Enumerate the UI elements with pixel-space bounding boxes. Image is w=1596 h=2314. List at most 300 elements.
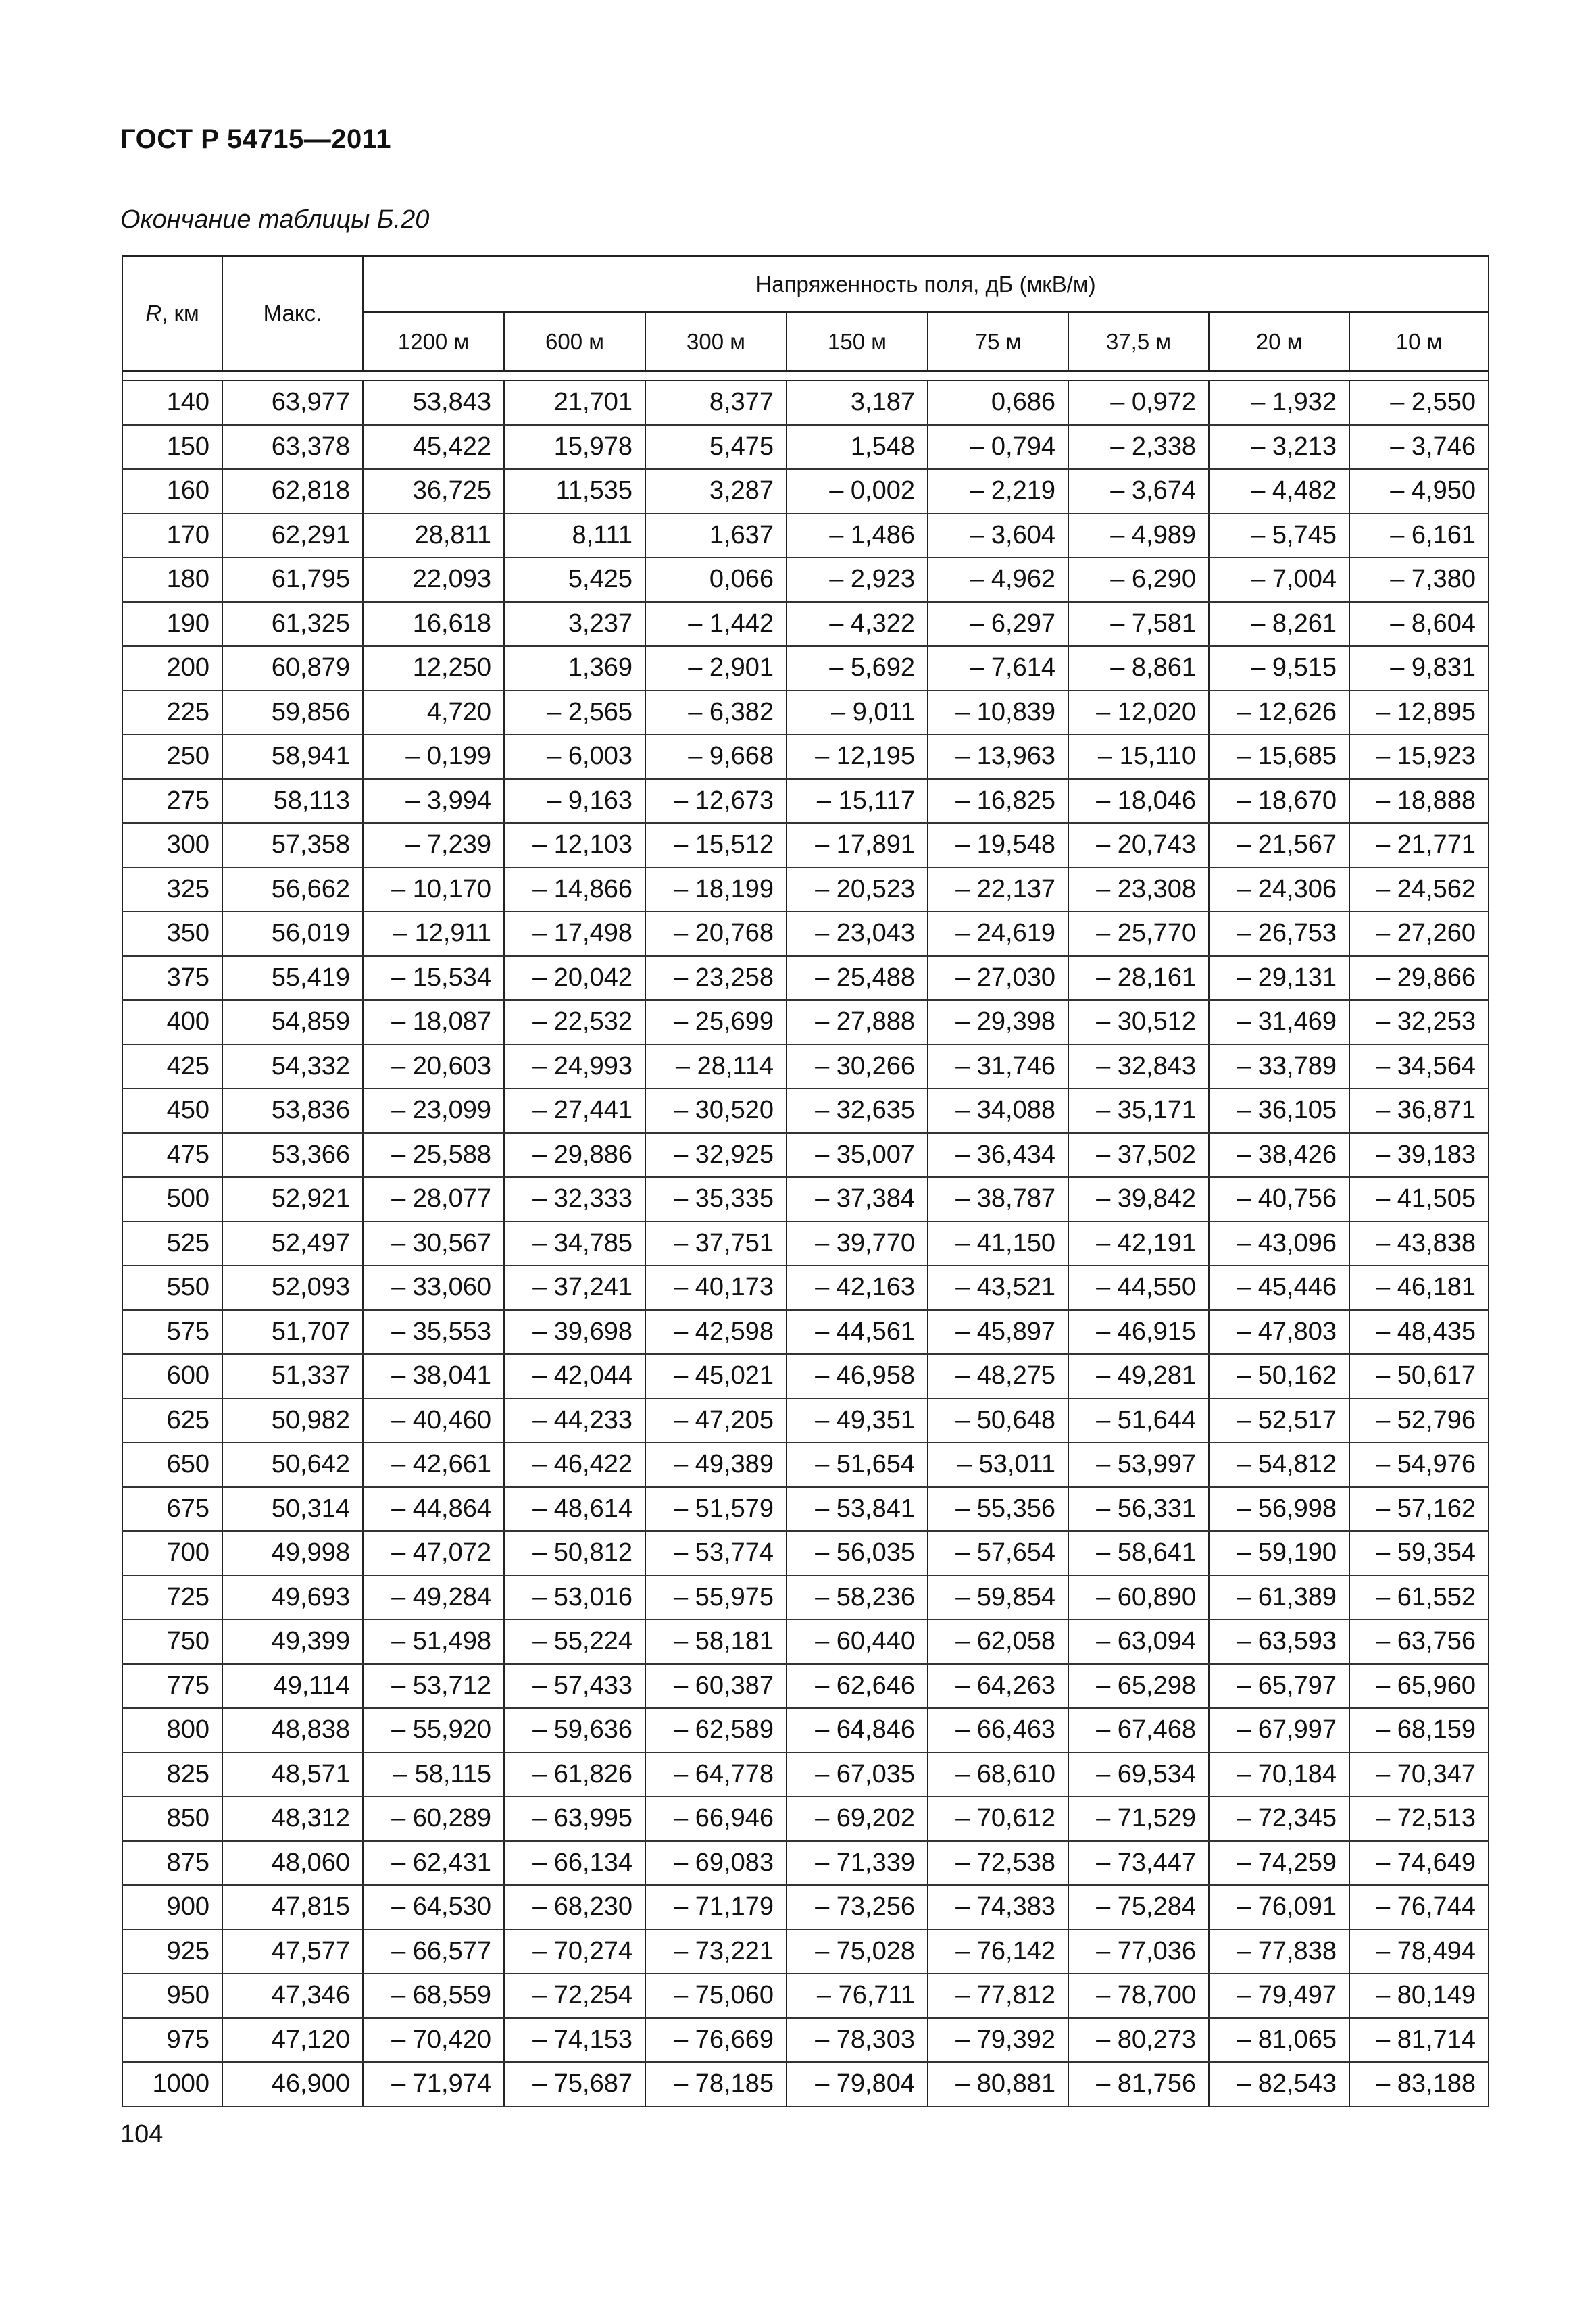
value-cell: – 9,668 (645, 734, 787, 779)
header-distance: 37,5 м (1068, 312, 1209, 371)
value-cell: – 49,281 (1068, 1354, 1209, 1399)
value-cell: – 67,035 (787, 1753, 928, 1797)
distance-cell: 140 (122, 380, 222, 425)
value-cell: – 29,398 (928, 1000, 1068, 1045)
value-cell: – 72,254 (504, 1973, 645, 2018)
value-cell: – 24,993 (504, 1045, 645, 1089)
value-cell: – 13,963 (928, 734, 1068, 779)
value-cell: – 80,149 (1349, 1973, 1489, 2018)
table-row (122, 1000, 1489, 1045)
document-title: ГОСТ Р 54715—2011 (120, 124, 391, 154)
value-cell: – 66,134 (504, 1841, 645, 1886)
value-cell: 36,725 (363, 469, 504, 513)
max-cell: 46,900 (222, 2062, 363, 2107)
value-cell: – 23,099 (363, 1088, 504, 1133)
value-cell: 16,618 (363, 602, 504, 647)
value-cell: – 4,989 (1068, 513, 1209, 558)
max-cell: 54,859 (222, 1000, 363, 1045)
table-row (122, 779, 1489, 824)
value-cell: – 68,230 (504, 1885, 645, 1930)
distance-cell: 925 (122, 1930, 222, 1974)
value-cell: – 60,289 (363, 1796, 504, 1841)
value-cell: – 47,803 (1209, 1310, 1349, 1355)
value-cell: – 33,789 (1209, 1045, 1349, 1089)
value-cell: – 31,469 (1209, 1000, 1349, 1045)
value-cell: – 1,932 (1209, 380, 1349, 425)
value-cell: – 23,043 (787, 911, 928, 956)
value-cell: – 45,897 (928, 1310, 1068, 1355)
value-cell: – 17,891 (787, 823, 928, 867)
table-row (122, 380, 1489, 425)
max-cell: 48,312 (222, 1796, 363, 1841)
value-cell: – 17,498 (504, 911, 645, 956)
value-cell: – 47,072 (363, 1531, 504, 1576)
value-cell: – 36,871 (1349, 1088, 1489, 1133)
value-cell: – 51,498 (363, 1619, 504, 1664)
value-cell: – 55,356 (928, 1487, 1068, 1532)
value-cell: – 73,256 (787, 1885, 928, 1930)
value-cell: – 52,517 (1209, 1399, 1349, 1443)
value-cell: – 75,687 (504, 2062, 645, 2107)
value-cell: – 57,433 (504, 1664, 645, 1709)
value-cell: – 60,440 (787, 1619, 928, 1664)
max-cell: 47,346 (222, 1973, 363, 2018)
table-row (122, 956, 1489, 1001)
value-cell: – 46,422 (504, 1442, 645, 1487)
header-distance: 600 м (504, 312, 645, 371)
table-row (122, 1265, 1489, 1310)
value-cell: 12,250 (363, 646, 504, 690)
value-cell: – 35,335 (645, 1177, 787, 1222)
value-cell: 53,843 (363, 380, 504, 425)
value-cell: – 2,550 (1349, 380, 1489, 425)
distance-cell: 350 (122, 911, 222, 956)
value-cell: – 34,785 (504, 1222, 645, 1266)
table-row (122, 1045, 1489, 1089)
value-cell: – 76,711 (787, 1973, 928, 2018)
value-cell: – 62,058 (928, 1619, 1068, 1664)
value-cell: – 72,538 (928, 1841, 1068, 1886)
value-cell: – 58,236 (787, 1576, 928, 1620)
value-cell: – 3,674 (1068, 469, 1209, 513)
value-cell: – 38,426 (1209, 1133, 1349, 1178)
distance-cell: 625 (122, 1399, 222, 1443)
value-cell: – 51,654 (787, 1442, 928, 1487)
value-cell: – 29,866 (1349, 956, 1489, 1001)
value-cell: – 81,756 (1068, 2062, 1209, 2107)
value-cell: – 63,593 (1209, 1619, 1349, 1664)
distance-cell: 425 (122, 1045, 222, 1089)
value-cell: – 37,751 (645, 1222, 787, 1266)
value-cell: – 76,669 (645, 2018, 787, 2063)
value-cell: – 20,743 (1068, 823, 1209, 867)
distance-cell: 675 (122, 1487, 222, 1532)
header-field-strength: Напряженность поля, дБ (мкВ/м) (363, 256, 1489, 312)
value-cell: – 42,191 (1068, 1222, 1209, 1266)
max-cell: 47,815 (222, 1885, 363, 1930)
value-cell: – 50,162 (1209, 1354, 1349, 1399)
max-cell: 49,998 (222, 1531, 363, 1576)
value-cell: – 63,094 (1068, 1619, 1209, 1664)
value-cell: – 35,553 (363, 1310, 504, 1355)
value-cell: – 63,995 (504, 1796, 645, 1841)
max-cell: 48,060 (222, 1841, 363, 1886)
value-cell: – 36,434 (928, 1133, 1068, 1178)
value-cell: – 51,579 (645, 1487, 787, 1532)
value-cell: – 8,261 (1209, 602, 1349, 647)
value-cell: – 20,768 (645, 911, 787, 956)
value-cell: – 66,577 (363, 1930, 504, 1974)
value-cell: – 59,354 (1349, 1531, 1489, 1576)
value-cell: – 4,962 (928, 557, 1068, 602)
value-cell: – 21,771 (1349, 823, 1489, 867)
value-cell: – 18,199 (645, 867, 787, 912)
distance-cell: 950 (122, 1973, 222, 2018)
distance-cell: 825 (122, 1753, 222, 1797)
value-cell: – 27,441 (504, 1088, 645, 1133)
value-cell: – 55,920 (363, 1708, 504, 1753)
value-cell: – 12,103 (504, 823, 645, 867)
value-cell: – 22,532 (504, 1000, 645, 1045)
value-cell: – 7,380 (1349, 557, 1489, 602)
value-cell: – 18,670 (1209, 779, 1349, 824)
value-cell: – 29,131 (1209, 956, 1349, 1001)
value-cell: – 42,044 (504, 1354, 645, 1399)
table-row (122, 1487, 1489, 1532)
value-cell: – 25,699 (645, 1000, 787, 1045)
value-cell: – 79,804 (787, 2062, 928, 2107)
value-cell: – 27,260 (1349, 911, 1489, 956)
value-cell: – 32,253 (1349, 1000, 1489, 1045)
value-cell: 15,978 (504, 425, 645, 470)
value-cell: – 74,153 (504, 2018, 645, 2063)
value-cell: – 6,290 (1068, 557, 1209, 602)
value-cell: – 30,512 (1068, 1000, 1209, 1045)
value-cell: – 70,612 (928, 1796, 1068, 1841)
value-cell: – 82,543 (1209, 2062, 1349, 2107)
distance-cell: 600 (122, 1354, 222, 1399)
value-cell: – 27,888 (787, 1000, 928, 1045)
max-cell: 53,366 (222, 1133, 363, 1178)
value-cell: – 65,797 (1209, 1664, 1349, 1709)
max-cell: 50,982 (222, 1399, 363, 1443)
value-cell: – 15,534 (363, 956, 504, 1001)
value-cell: 5,475 (645, 425, 787, 470)
value-cell: – 58,115 (363, 1753, 504, 1797)
value-cell: – 10,170 (363, 867, 504, 912)
distance-cell: 200 (122, 646, 222, 690)
value-cell: – 47,205 (645, 1399, 787, 1443)
value-cell: – 31,746 (928, 1045, 1068, 1089)
value-cell: – 34,564 (1349, 1045, 1489, 1089)
table-row (122, 1885, 1489, 1930)
value-cell: – 53,011 (928, 1442, 1068, 1487)
value-cell: – 53,712 (363, 1664, 504, 1709)
value-cell: – 54,976 (1349, 1442, 1489, 1487)
header-distance: 75 м (928, 312, 1068, 371)
distance-cell: 400 (122, 1000, 222, 1045)
distance-cell: 375 (122, 956, 222, 1001)
max-cell: 52,921 (222, 1177, 363, 1222)
value-cell: – 23,258 (645, 956, 787, 1001)
value-cell: – 12,626 (1209, 690, 1349, 735)
value-cell: – 65,298 (1068, 1664, 1209, 1709)
max-cell: 51,707 (222, 1310, 363, 1355)
value-cell: – 12,911 (363, 911, 504, 956)
table-row (122, 1753, 1489, 1797)
max-cell: 61,795 (222, 557, 363, 602)
value-cell: – 10,839 (928, 690, 1068, 735)
value-cell: – 2,338 (1068, 425, 1209, 470)
table-row (122, 1664, 1489, 1709)
max-cell: 57,358 (222, 823, 363, 867)
value-cell: – 6,297 (928, 602, 1068, 647)
value-cell: 28,811 (363, 513, 504, 558)
value-cell: – 2,565 (504, 690, 645, 735)
value-cell: – 70,420 (363, 2018, 504, 2063)
value-cell: – 25,488 (787, 956, 928, 1001)
value-cell: – 56,035 (787, 1531, 928, 1576)
value-cell: – 38,787 (928, 1177, 1068, 1222)
page-number: 104 (120, 2120, 164, 2148)
value-cell: – 76,091 (1209, 1885, 1349, 1930)
value-cell: – 3,994 (363, 779, 504, 824)
value-cell: – 59,636 (504, 1708, 645, 1753)
value-cell: – 18,046 (1068, 779, 1209, 824)
distance-cell: 775 (122, 1664, 222, 1709)
value-cell: – 64,778 (645, 1753, 787, 1797)
value-cell: – 1,486 (787, 513, 928, 558)
value-cell: – 41,505 (1349, 1177, 1489, 1222)
value-cell: – 69,534 (1068, 1753, 1209, 1797)
value-cell: 1,637 (645, 513, 787, 558)
value-cell: – 57,162 (1349, 1487, 1489, 1532)
value-cell: – 20,042 (504, 956, 645, 1001)
value-cell: – 32,843 (1068, 1045, 1209, 1089)
value-cell: 1,548 (787, 425, 928, 470)
max-cell: 50,642 (222, 1442, 363, 1487)
header-distance: 1200 м (363, 312, 504, 371)
value-cell: – 64,530 (363, 1885, 504, 1930)
max-cell: 49,399 (222, 1619, 363, 1664)
value-cell: – 9,011 (787, 690, 928, 735)
max-cell: 53,836 (222, 1088, 363, 1133)
value-cell: – 18,087 (363, 1000, 504, 1045)
max-cell: 55,419 (222, 956, 363, 1001)
value-cell: – 33,060 (363, 1265, 504, 1310)
value-cell: – 36,105 (1209, 1088, 1349, 1133)
distance-cell: 875 (122, 1841, 222, 1886)
max-cell: 52,497 (222, 1222, 363, 1266)
table-row (122, 867, 1489, 912)
table-row (122, 1310, 1489, 1355)
value-cell: – 40,756 (1209, 1177, 1349, 1222)
value-cell: – 15,110 (1068, 734, 1209, 779)
distance-cell: 450 (122, 1088, 222, 1133)
field-strength-table (122, 255, 1489, 2107)
distance-cell: 700 (122, 1531, 222, 1576)
distance-cell: 900 (122, 1885, 222, 1930)
value-cell: – 68,159 (1349, 1708, 1489, 1753)
value-cell: – 71,529 (1068, 1796, 1209, 1841)
value-cell: – 37,502 (1068, 1133, 1209, 1178)
table-row (122, 1576, 1489, 1620)
value-cell: – 52,796 (1349, 1399, 1489, 1443)
value-cell: – 6,003 (504, 734, 645, 779)
max-cell: 60,879 (222, 646, 363, 690)
value-cell: – 24,619 (928, 911, 1068, 956)
value-cell: – 80,273 (1068, 2018, 1209, 2063)
table-row (122, 1133, 1489, 1178)
value-cell: – 72,513 (1349, 1796, 1489, 1841)
value-cell: – 29,886 (504, 1133, 645, 1178)
table-row (122, 911, 1489, 956)
value-cell: – 70,184 (1209, 1753, 1349, 1797)
max-cell: 48,571 (222, 1753, 363, 1797)
value-cell: – 69,202 (787, 1796, 928, 1841)
distance-cell: 750 (122, 1619, 222, 1664)
value-cell: – 9,163 (504, 779, 645, 824)
value-cell: – 38,041 (363, 1354, 504, 1399)
value-cell: – 59,854 (928, 1576, 1068, 1620)
value-cell: – 0,794 (928, 425, 1068, 470)
value-cell: – 15,685 (1209, 734, 1349, 779)
value-cell: – 24,562 (1349, 867, 1489, 912)
value-cell: – 74,259 (1209, 1841, 1349, 1886)
distance-cell: 180 (122, 557, 222, 602)
max-cell: 47,120 (222, 2018, 363, 2063)
table-row (122, 1399, 1489, 1443)
value-cell: – 12,020 (1068, 690, 1209, 735)
max-cell: 58,113 (222, 779, 363, 824)
value-cell: – 0,972 (1068, 380, 1209, 425)
value-cell: – 48,275 (928, 1354, 1068, 1399)
table-row (122, 425, 1489, 470)
value-cell: 4,720 (363, 690, 504, 735)
table-row (122, 513, 1489, 558)
value-cell: 11,535 (504, 469, 645, 513)
value-cell: – 66,946 (645, 1796, 787, 1841)
value-cell: – 28,114 (645, 1045, 787, 1089)
value-cell: – 15,512 (645, 823, 787, 867)
value-cell: 0,066 (645, 557, 787, 602)
value-cell: – 22,137 (928, 867, 1068, 912)
value-cell: – 53,774 (645, 1531, 787, 1576)
max-cell: 52,093 (222, 1265, 363, 1310)
max-cell: 47,577 (222, 1930, 363, 1974)
value-cell: 1,369 (504, 646, 645, 690)
value-cell: – 57,654 (928, 1531, 1068, 1576)
value-cell: – 66,463 (928, 1708, 1068, 1753)
value-cell: – 27,030 (928, 956, 1068, 1001)
value-cell: – 67,997 (1209, 1708, 1349, 1753)
value-cell: – 62,431 (363, 1841, 504, 1886)
value-cell: – 56,331 (1068, 1487, 1209, 1532)
max-cell: 56,019 (222, 911, 363, 956)
value-cell: – 7,004 (1209, 557, 1349, 602)
max-cell: 56,662 (222, 867, 363, 912)
value-cell: – 58,641 (1068, 1531, 1209, 1576)
value-cell: – 39,183 (1349, 1133, 1489, 1178)
max-cell: 59,856 (222, 690, 363, 735)
value-cell: – 79,497 (1209, 1973, 1349, 2018)
value-cell: – 72,345 (1209, 1796, 1349, 1841)
value-cell: – 18,888 (1349, 779, 1489, 824)
value-cell: – 39,698 (504, 1310, 645, 1355)
max-cell: 54,332 (222, 1045, 363, 1089)
value-cell: – 49,389 (645, 1442, 787, 1487)
value-cell: – 62,646 (787, 1664, 928, 1709)
value-cell: – 56,998 (1209, 1487, 1349, 1532)
header-r-km: R, км (122, 256, 222, 371)
value-cell: – 5,745 (1209, 513, 1349, 558)
distance-cell: 475 (122, 1133, 222, 1178)
distance-cell: 575 (122, 1310, 222, 1355)
value-cell: – 83,188 (1349, 2062, 1489, 2107)
distance-cell: 250 (122, 734, 222, 779)
value-cell: – 80,881 (928, 2062, 1068, 2107)
value-cell: – 70,274 (504, 1930, 645, 1974)
value-cell: – 51,644 (1068, 1399, 1209, 1443)
value-cell: 3,187 (787, 380, 928, 425)
value-cell: – 46,958 (787, 1354, 928, 1399)
value-cell: – 32,925 (645, 1133, 787, 1178)
value-cell: – 9,515 (1209, 646, 1349, 690)
value-cell: – 42,163 (787, 1265, 928, 1310)
table-row (122, 1177, 1489, 1222)
value-cell: – 71,179 (645, 1885, 787, 1930)
value-cell: – 23,308 (1068, 867, 1209, 912)
value-cell: – 74,383 (928, 1885, 1068, 1930)
value-cell: – 15,923 (1349, 734, 1489, 779)
value-cell: – 0,199 (363, 734, 504, 779)
value-cell: – 75,284 (1068, 1885, 1209, 1930)
value-cell: – 77,838 (1209, 1930, 1349, 1974)
value-cell: – 15,117 (787, 779, 928, 824)
table-caption: Окончание таблицы Б.20 (120, 205, 430, 234)
table-row (122, 1222, 1489, 1266)
value-cell: – 54,812 (1209, 1442, 1349, 1487)
value-cell: – 28,077 (363, 1177, 504, 1222)
value-cell: – 3,604 (928, 513, 1068, 558)
value-cell: – 49,284 (363, 1576, 504, 1620)
value-cell: – 77,036 (1068, 1930, 1209, 1974)
header-distance: 150 м (787, 312, 928, 371)
max-cell: 62,291 (222, 513, 363, 558)
table-row (122, 557, 1489, 602)
value-cell: – 7,239 (363, 823, 504, 867)
value-cell: – 20,603 (363, 1045, 504, 1089)
table-row (122, 690, 1489, 735)
value-cell: – 73,221 (645, 1930, 787, 1974)
value-cell: – 78,303 (787, 2018, 928, 2063)
value-cell: – 12,195 (787, 734, 928, 779)
value-cell: 3,287 (645, 469, 787, 513)
value-cell: – 2,901 (645, 646, 787, 690)
table-row (122, 1841, 1489, 1886)
value-cell: – 35,171 (1068, 1088, 1209, 1133)
value-cell: – 64,846 (787, 1708, 928, 1753)
value-cell: 8,377 (645, 380, 787, 425)
value-cell: – 40,173 (645, 1265, 787, 1310)
value-cell: – 42,661 (363, 1442, 504, 1487)
value-cell: – 3,213 (1209, 425, 1349, 470)
value-cell: 45,422 (363, 425, 504, 470)
table-row (122, 1088, 1489, 1133)
table-row (122, 1930, 1489, 1974)
value-cell: – 21,567 (1209, 823, 1349, 867)
value-cell: – 30,266 (787, 1045, 928, 1089)
